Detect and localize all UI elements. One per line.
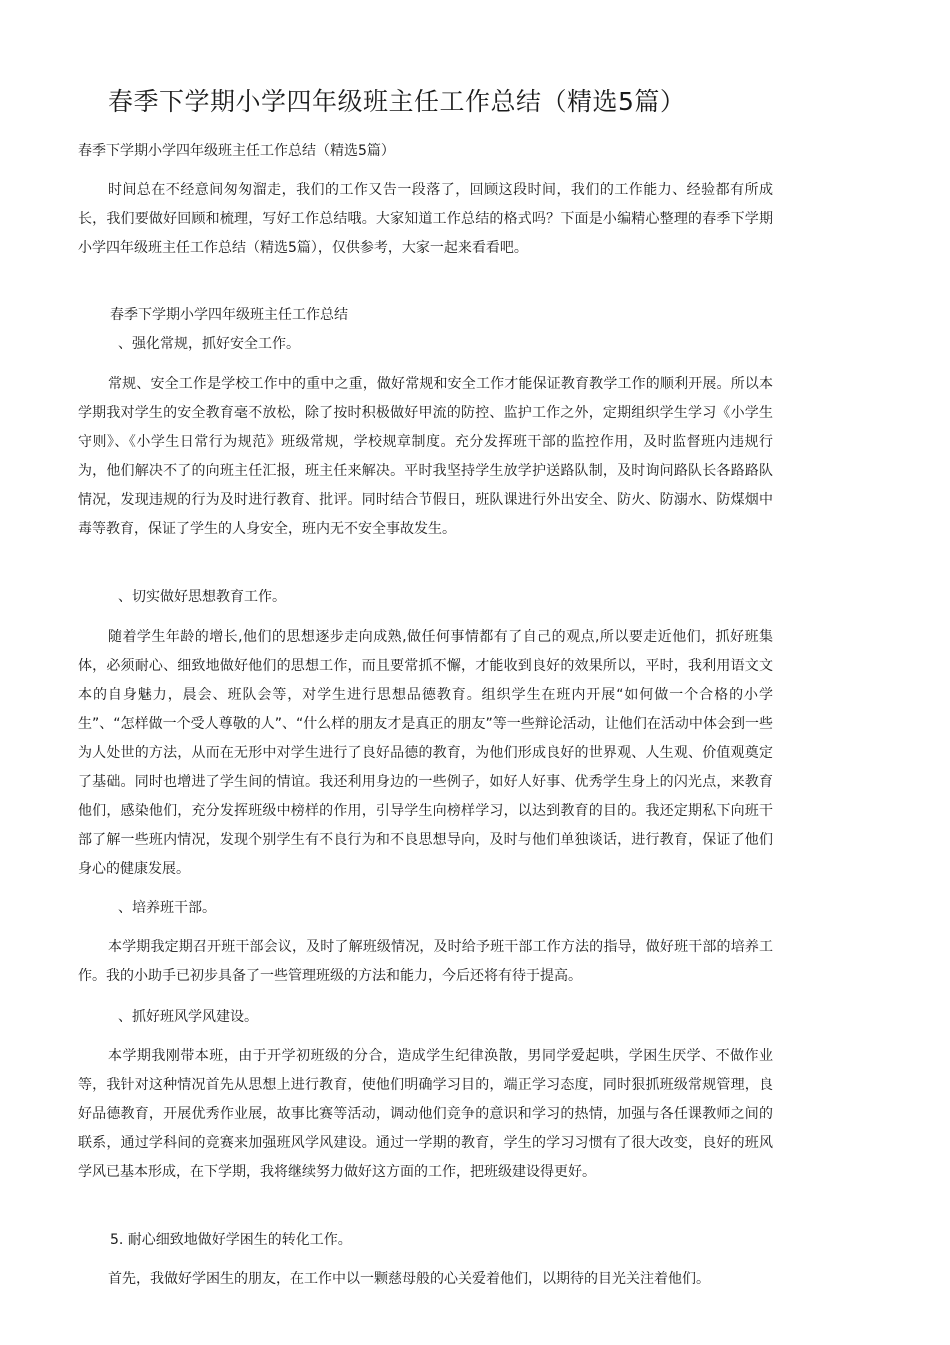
document-title: 春季下学期小学四年级班主任工作总结（精选5篇） [108,87,686,116]
section-heading-1: 、强化常规，抓好安全工作。 [118,336,300,352]
section-heading-3: 、培养班干部。 [118,900,216,916]
section-title: 春季下学期小学四年级班主任工作总结 [110,307,348,323]
section-heading-5: 5. 耐心细致地做好学困生的转化工作。 [110,1232,352,1248]
section-heading-4: 、抓好班风学风建设。 [118,1009,258,1025]
section-body-1: 常规、安全工作是学校工作中的重中之重，做好常规和安全工作才能保证教育教学工作的顺利开展。所以本学期我对学生的安全教育毫不放松，除了按时积极做好甲流的防控、监护工作之外，定期组织学生学习《小学生守则》、《小学生日常行为规范》班级常规，学校规章制度。充分发挥班干部的监控作用，及时监督班内违规行为，他们解决不了的向班主任汇报，班主任来解决。平时我坚持学生放学护送路队制，及时询问路队长各路路队情况，发现违规的行为及时进行教育、批评。同时结合节假日，班队课进行外出安全、防火、防溺水、防煤烟中毒等教育，保证了学生的人身安全，班内无不安全事故发生。 [78,376,773,537]
section-body-5: 首先，我做好学困生的朋友，在工作中以一颗慈母般的心关爱着他们，以期待的目光关注着他们。 [108,1271,710,1287]
section-heading-2: 、切实做好思想教育工作。 [118,589,286,605]
section-body-4: 本学期我刚带本班，由于开学初班级的分合，造成学生纪律涣散，男同学爱起哄，学困生厌学、不做作业等，我针对这种情况首先从思想上进行教育，使他们明确学习目的，端正学习态度，同时狠抓班级常规管理，良好品德教育，开展优秀作业展，故事比赛等活动，调动他们竞争的意识和学习的热情，加强与各任课教师之间的联系，通过学科间的竞赛来加强班风学风建设。通过一学期的教育，学生的学习习惯有了很大改变，良好的班风学风已基本形成，在下学期，我将继续努力做好这方面的工作，把班级建设得更好。 [78,1048,773,1180]
section-body-2: 随着学生年龄的增长,他们的思想逐步走向成熟,做任何事情都有了自己的观点,所以要走近他们，抓好班集体，必须耐心、细致地做好他们的思想工作，而且要常抓不懈，才能收到良好的效果所以，平时，我利用语文文本的自身魅力，晨会、班队会等，对学生进行思想品德教育。组织学生在班内开展“如何做一个合格的小学生”、“怎样做一个受人尊敬的人”、“什么样的朋友才是真正的朋友”等一些辩论活动，让他们在活动中体会到一些为人处世的方法，从而在无形中对学生进行了良好品德的教育，为他们形成良好的世界观、人生观、价值观奠定了基础。同时也增进了学生间的情谊。我还利用身边的一些例子，如好人好事、优秀学生身上的闪光点，来教育他们，感染他们，充分发挥班级中榜样的作用，引导学生向榜样学习，以达到教育的目的。我还定期私下向班干部了解一些班内情况，发现个别学生有不良行为和不良思想导向，及时与他们单独谈话，进行教育，保证了他们身心的健康发展。 [78,629,773,877]
section-body-3: 本学期我定期召开班干部会议，及时了解班级情况，及时给予班干部工作方法的指导，做好班干部的培养工作。我的小助手已初步具备了一些管理班级的方法和能力，今后还将有待于提高。 [78,939,773,984]
document-subtitle: 春季下学期小学四年级班主任工作总结（精选5篇） [78,143,395,159]
intro-paragraph: 时间总在不经意间匆匆溜走，我们的工作又告一段落了，回顾这段时间，我们的工作能力、经验都有所成长，我们要做好回顾和梳理，写好工作总结哦。大家知道工作总结的格式吗？下面是小编精心整理的春季下学期小学四年级班主任工作总结（精选5篇），仅供参考，大家一起来看看吧。 [78,182,773,256]
